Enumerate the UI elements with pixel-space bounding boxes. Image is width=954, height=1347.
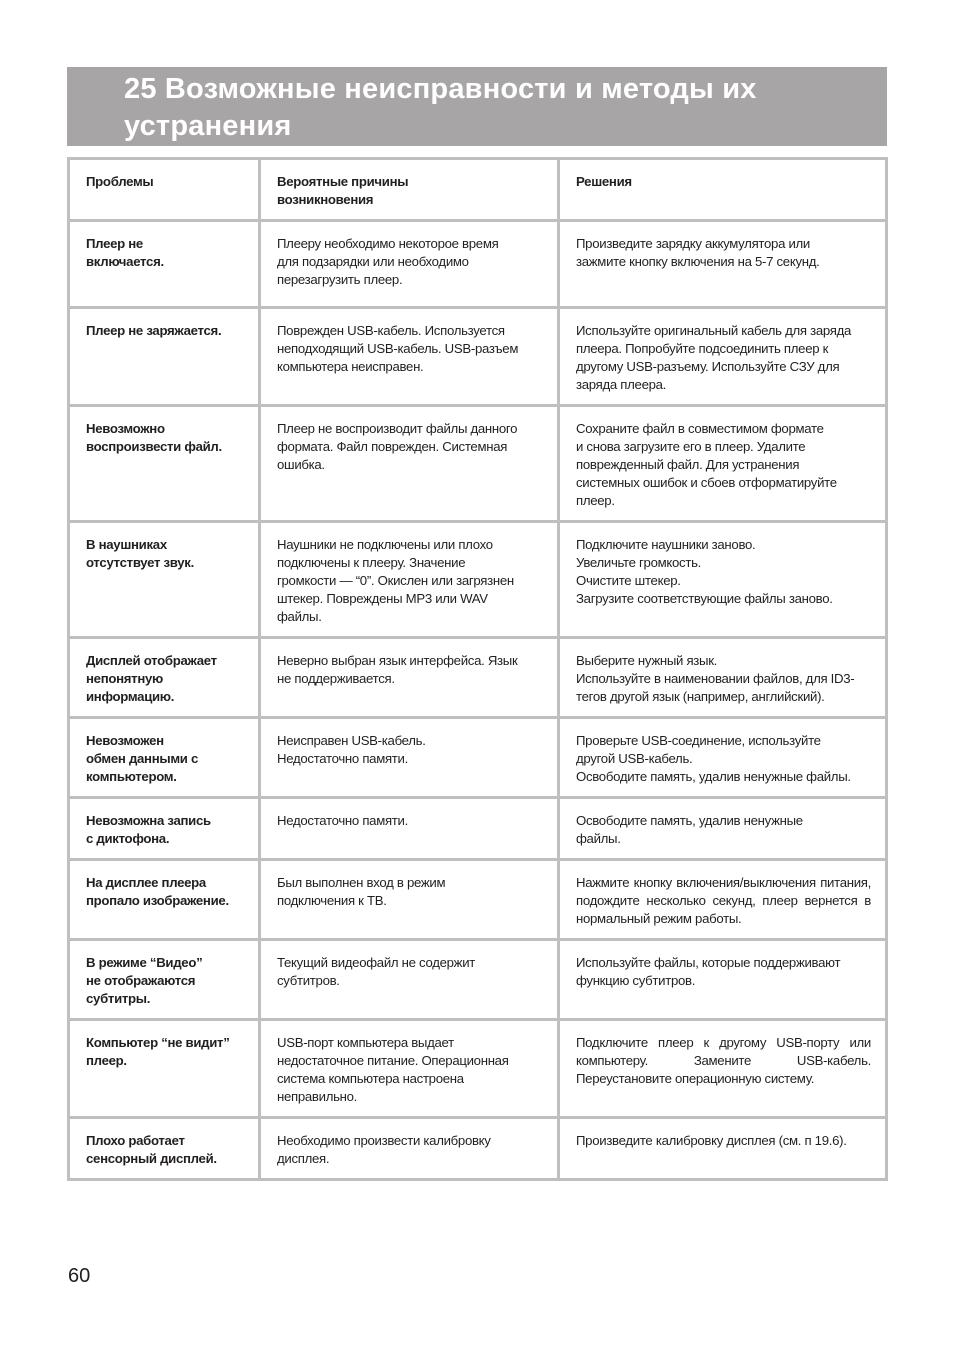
solution-cell-text: файлы. <box>576 831 621 846</box>
solution-cell-text: и снова загрузите его в плеер. Удалите <box>576 439 806 454</box>
solution-cell <box>559 1118 887 1180</box>
solution-cell-text: Увеличьте громкость. <box>576 555 702 570</box>
cause-cell-text: Поврежден USB-кабель. Используется <box>277 323 505 338</box>
solution-cell <box>559 522 887 638</box>
problem-cell-text: отсутствует звук. <box>86 555 194 570</box>
solution-cell-text: другому USB-разъему. Используйте СЗУ для <box>576 359 840 374</box>
cause-cell-text: Недостаточно памяти. <box>277 813 408 828</box>
header-causes <box>260 159 559 221</box>
header-text: Вероятные причины <box>277 174 409 189</box>
problem-cell-text: На дисплее плеера <box>86 875 206 890</box>
cause-cell <box>260 1118 559 1180</box>
solution-cell-text: Используйте файлы, которые поддерживают <box>576 955 841 970</box>
problem-cell-text: плеер. <box>86 1053 127 1068</box>
solution-cell-text: Подключите плеер к другому USB-порту или компьютеру. Замените USB-кабель. Переустановите операционную систему. <box>576 1035 871 1086</box>
solution-cell <box>559 940 887 1020</box>
solution-cell-text: Загрузите соответствующие файлы заново. <box>576 591 833 606</box>
problem-cell-text: сенсорный дисплей. <box>86 1151 217 1166</box>
header-text: возникновения <box>277 192 374 207</box>
cause-cell <box>260 798 559 860</box>
cause-cell-text: громкости — “0”. Окислен или загрязнен <box>277 573 514 588</box>
solution-cell-text: Проверьте USB-соединение, используйте <box>576 733 821 748</box>
cause-cell <box>260 308 559 406</box>
page-number: 60 <box>68 1265 91 1287</box>
cause-cell-text: штекер. Повреждены MP3 или WAV <box>277 591 488 606</box>
table-row <box>69 221 887 308</box>
solution-cell <box>559 860 887 940</box>
problem-cell-text: пропало изображение. <box>86 893 229 908</box>
problem-cell-text: информацию. <box>86 689 175 704</box>
cause-cell-text: Плееру необходимо некоторое время <box>277 236 499 251</box>
cause-cell <box>260 406 559 522</box>
solution-cell-text: функцию субтитров. <box>576 973 696 988</box>
problem-cell <box>69 638 260 718</box>
problem-cell-text: Плеер не <box>86 236 143 251</box>
problem-cell-text: включается. <box>86 254 164 269</box>
cause-cell-text: файлы. <box>277 609 322 624</box>
cause-cell-text: не поддерживается. <box>277 671 395 686</box>
solution-cell-text: Освободите память, удалив ненужные <box>576 813 803 828</box>
table-row <box>69 1118 887 1180</box>
solution-cell-text: Произведите калибровку дисплея (см. п 19.6). <box>576 1133 847 1148</box>
cause-cell-text: неправильно. <box>277 1089 358 1104</box>
cause-cell <box>260 522 559 638</box>
cause-cell-text: подключены к плееру. Значение <box>277 555 466 570</box>
table-row <box>69 406 887 522</box>
problem-cell <box>69 718 260 798</box>
cause-cell-text: субтитров. <box>277 973 340 988</box>
cause-cell-text: дисплея. <box>277 1151 330 1166</box>
table-row <box>69 308 887 406</box>
cause-cell-text: система компьютера настроена <box>277 1071 464 1086</box>
problem-cell <box>69 308 260 406</box>
table-row <box>69 718 887 798</box>
solution-cell-text: Используйте оригинальный кабель для заряда <box>576 323 852 338</box>
problem-cell <box>69 1020 260 1118</box>
cause-cell-text: компьютера неисправен. <box>277 359 424 374</box>
problem-cell-text: обмен данными с <box>86 751 199 766</box>
solution-cell-text: Выберите нужный язык. <box>576 653 718 668</box>
solution-cell-text: зажмите кнопку включения на 5-7 секунд. <box>576 254 820 269</box>
solution-cell-text: поврежденный файл. Для устранения <box>576 457 800 472</box>
title-line-2: устранения <box>124 110 292 142</box>
solution-cell <box>559 798 887 860</box>
solution-cell-text: Освободите память, удалив ненужные файлы. <box>576 769 851 784</box>
cause-cell-text: ошибка. <box>277 457 325 472</box>
cause-cell-text: Недостаточно памяти. <box>277 751 408 766</box>
problem-cell-text: Невозможен <box>86 733 164 748</box>
cause-cell-text: Неисправен USB-кабель. <box>277 733 426 748</box>
cause-cell-text: подключения к ТВ. <box>277 893 387 908</box>
cause-cell-text: Необходимо произвести калибровку <box>277 1133 491 1148</box>
title-line-1: 25 Возможные неисправности и методы их <box>124 73 757 105</box>
solution-cell-text: плеера. Попробуйте подсоединить плеер к <box>576 341 829 356</box>
problem-cell <box>69 221 260 308</box>
cause-cell-text: Неверно выбран язык интерфейса. Язык <box>277 653 518 668</box>
problem-cell-text: компьютером. <box>86 769 177 784</box>
solution-cell-text: Очистите штекер. <box>576 573 681 588</box>
cause-cell-text: Наушники не подключены или плохо <box>277 537 493 552</box>
header-text: Проблемы <box>86 174 154 189</box>
table-row <box>69 798 887 860</box>
header-problems <box>69 159 260 221</box>
cause-cell <box>260 1020 559 1118</box>
troubleshooting-table-container <box>67 157 888 1181</box>
cause-cell-text: неподходящий USB-кабель. USB-разъем <box>277 341 519 356</box>
solution-cell <box>559 1020 887 1118</box>
problem-cell-text: воспроизвести файл. <box>86 439 222 454</box>
table-header-row <box>69 159 887 221</box>
header-text: Решения <box>576 174 632 189</box>
cause-cell <box>260 940 559 1020</box>
table-row <box>69 522 887 638</box>
cause-cell-text: Текущий видеофайл не содержит <box>277 955 476 970</box>
section-title-bar <box>67 67 887 146</box>
page-title <box>124 71 887 145</box>
solution-cell-text: Произведите зарядку аккумулятора или <box>576 236 810 251</box>
solution-cell-text: плеер. <box>576 493 615 508</box>
solution-cell-text: Нажмите кнопку включения/выключения питания, подождите несколько секунд, плеер вернется в нормальный режим работы. <box>576 875 871 926</box>
solution-cell-text: Сохраните файл в совместимом формате <box>576 421 824 436</box>
problem-cell <box>69 406 260 522</box>
solution-cell <box>559 406 887 522</box>
table-row <box>69 1020 887 1118</box>
cause-cell-text: для подзарядки или необходимо <box>277 254 469 269</box>
cause-cell <box>260 221 559 308</box>
table-row <box>69 940 887 1020</box>
problem-cell-text: Плохо работает <box>86 1133 185 1148</box>
cause-cell <box>260 638 559 718</box>
solution-cell-text: Подключите наушники заново. <box>576 537 756 552</box>
solution-cell-text: Используйте в наименовании файлов, для ID3- <box>576 671 855 686</box>
problem-cell-text: Невозможно <box>86 421 165 436</box>
solution-cell-text: тегов другой язык (например, английский). <box>576 689 825 704</box>
header-solutions <box>559 159 887 221</box>
table-row <box>69 638 887 718</box>
cause-cell <box>260 718 559 798</box>
problem-cell <box>69 798 260 860</box>
problem-cell <box>69 860 260 940</box>
problem-cell-text: Невозможна запись <box>86 813 211 828</box>
troubleshooting-table <box>67 157 888 1181</box>
solution-cell <box>559 638 887 718</box>
problem-cell-text: В режиме “Видео” <box>86 955 203 970</box>
problem-cell-text: Дисплей отображает <box>86 653 217 668</box>
cause-cell-text: Был выполнен вход в режим <box>277 875 446 890</box>
cause-cell-text: недостаточное питание. Операционная <box>277 1053 509 1068</box>
problem-cell <box>69 522 260 638</box>
problem-cell-text: непонятную <box>86 671 164 686</box>
problem-cell-text: Компьютер “не видит” <box>86 1035 230 1050</box>
problem-cell-text: с диктофона. <box>86 831 170 846</box>
solution-cell-text: другой USB-кабель. <box>576 751 693 766</box>
problem-cell-text: не отображаются <box>86 973 196 988</box>
cause-cell-text: формата. Файл поврежден. Системная <box>277 439 508 454</box>
problem-cell <box>69 1118 260 1180</box>
cause-cell-text: USB-порт компьютера выдает <box>277 1035 454 1050</box>
problem-cell-text: субтитры. <box>86 991 151 1006</box>
solution-cell <box>559 718 887 798</box>
cause-cell <box>260 860 559 940</box>
cause-cell-text: Плеер не воспроизводит файлы данного <box>277 421 518 436</box>
solution-cell <box>559 221 887 308</box>
problem-cell-text: В наушниках <box>86 537 167 552</box>
cause-cell-text: перезагрузить плеер. <box>277 272 403 287</box>
table-row <box>69 860 887 940</box>
solution-cell-text: заряда плеера. <box>576 377 667 392</box>
solution-cell <box>559 308 887 406</box>
solution-cell-text: системных ошибок и сбоев отформатируйте <box>576 475 837 490</box>
problem-cell <box>69 940 260 1020</box>
problem-cell-text: Плеер не заряжается. <box>86 323 222 338</box>
